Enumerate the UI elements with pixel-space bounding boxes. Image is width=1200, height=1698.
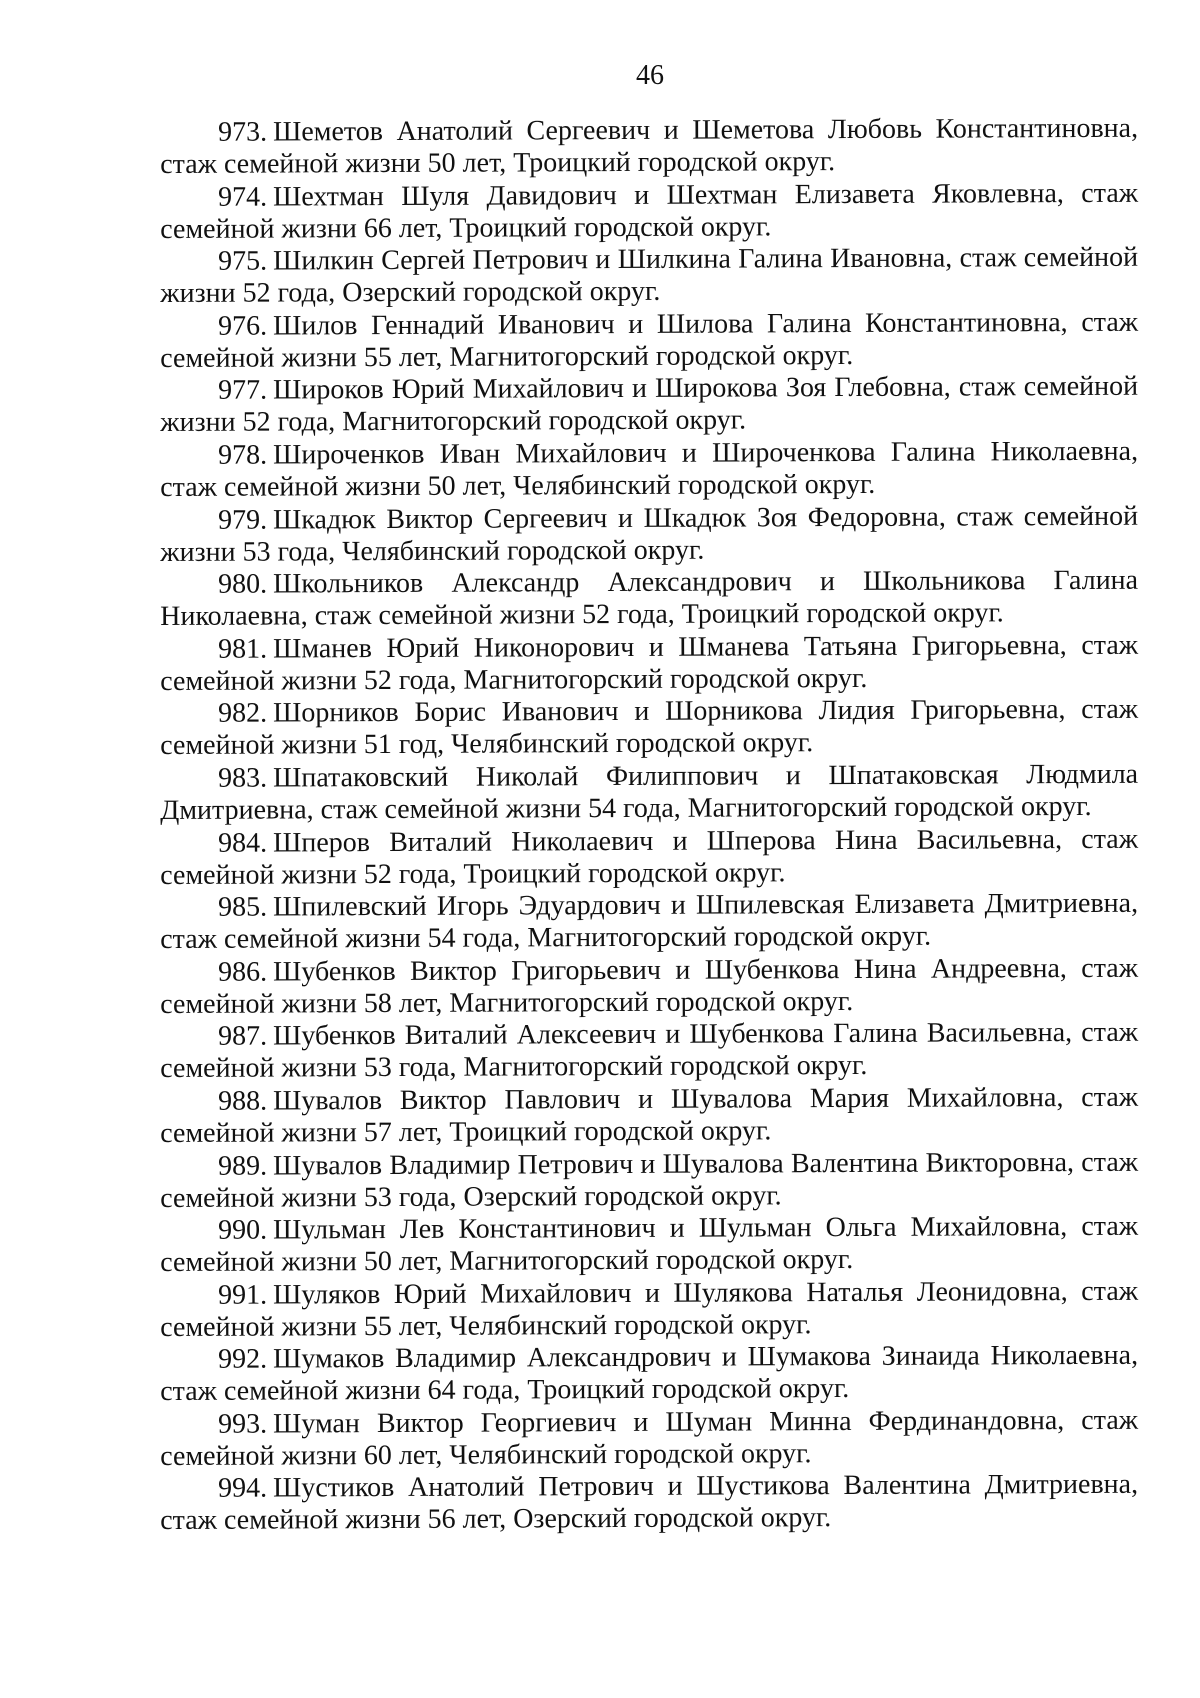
list-item: [160, 500, 1138, 569]
entry-number: 987.: [217, 1020, 268, 1053]
entry-number: 981.: [217, 633, 268, 665]
entry-number: 991.: [217, 1279, 268, 1311]
entry-text: Шульман Лев Константинович и Шульман Ольга Михайловна, стаж семейной жизни 50 лет, Магнитогорский городской округ.: [160, 1210, 1139, 1279]
list-item: [160, 565, 1138, 634]
entry-text: Шубенков Виталий Алексеевич и Шубенкова Галина Васильевна, стаж семейной жизни 53 года, Магнитогорский городской округ.: [160, 1017, 1139, 1085]
entry-text: Школьников Александр Александрович и Школьникова Галина Николаевна, стаж семейной жизни 52 года, Троицкий городской округ.: [160, 564, 1139, 633]
entry-number: 994.: [217, 1473, 268, 1505]
entry-number: 992.: [217, 1343, 268, 1376]
entry-text: Шперов Виталий Николаевич и Шперова Нина Васильевна, стаж семейной жизни 52 года, Троицкий городской округ.: [160, 823, 1139, 891]
entry-text: Шувалов Владимир Петрович и Шувалова Валентина Викторовна, стаж семейной жизни 53 года, Озерский городской округ.: [160, 1146, 1139, 1214]
entry-number: 993.: [217, 1408, 268, 1440]
list-item: [160, 177, 1138, 246]
entry-text: Шехтман Шуля Давидович и Шехтман Елизавета Яковлевна, стаж семейной жизни 66 лет, Троицкий городской округ.: [160, 177, 1139, 245]
entry-text: Шпилевский Игорь Эдуардович и Шпилевская Елизавета Дмитриевна, стаж семейной жизни 54 года, Магнитогорский городской округ.: [160, 887, 1139, 956]
list-item: [160, 436, 1138, 505]
entry-number: 973.: [217, 116, 268, 148]
entry-number: 985.: [217, 891, 268, 923]
entry-number: 984.: [217, 827, 268, 859]
entry-number: 990.: [217, 1214, 268, 1246]
entry-number: 988.: [217, 1085, 268, 1117]
entry-number: 989.: [217, 1150, 268, 1182]
entry-number: 979.: [217, 504, 268, 536]
entry-text: Широченков Иван Михайлович и Широченкова Галина Николаевна, стаж семейной жизни 50 лет, Челябинский городской округ.: [160, 435, 1139, 504]
list-item: [160, 1275, 1138, 1344]
entry-number: 980.: [217, 568, 268, 600]
list-item: [160, 1082, 1138, 1151]
entry-number: 976.: [217, 310, 268, 342]
list-item: [160, 1469, 1138, 1538]
entry-text: Шубенков Виктор Григорьевич и Шубенкова Нина Андреевна, стаж семейной жизни 58 лет, Магнитогорский городской округ.: [160, 952, 1139, 1021]
list-item: [160, 1340, 1138, 1409]
entry-text: Шкадюк Виктор Сергеевич и Шкадюк Зоя Федоровна, стаж семейной жизни 53 года, Челябинский городской округ.: [160, 500, 1139, 568]
list-item: [160, 1017, 1138, 1086]
entry-text: Шумаков Владимир Александрович и Шумакова Зинаида Николаевна, стаж семейной жизни 64 года, Троицкий городской округ.: [160, 1340, 1139, 1408]
entry-text: Шпатаковский Николай Филиппович и Шпатаковская Людмила Дмитриевна, стаж семейной жизни 54 года, Магнитогорский городской округ.: [160, 758, 1139, 827]
entry-number: 982.: [217, 697, 268, 730]
page-number: 46: [636, 60, 664, 91]
entry-text: Шувалов Виктор Павлович и Шувалова Мария Михайловна, стаж семейной жизни 57 лет, Троицкий городской округ.: [160, 1081, 1139, 1150]
entry-text: Шорников Борис Иванович и Шорникова Лидия Григорьевна, стаж семейной жизни 51 год, Челябинский городской округ.: [160, 694, 1139, 762]
list-item: [160, 242, 1138, 311]
entry-number: 975.: [217, 245, 268, 277]
entry-text: Шманев Юрий Никонорович и Шманева Татьяна Григорьевна, стаж семейной жизни 52 года, Магнитогорский городской округ.: [160, 629, 1139, 698]
list-item: [160, 371, 1138, 440]
entry-text: Шустиков Анатолий Петрович и Шустикова Валентина Дмитриевна, стаж семейной жизни 56 лет, Озерский городской округ.: [160, 1469, 1139, 1537]
entry-number: 978.: [217, 439, 268, 471]
entry-list: [160, 112, 1139, 1538]
list-item: [160, 694, 1138, 763]
entry-text: Широков Юрий Михайлович и Широкова Зоя Глебовна, стаж семейной жизни 52 года, Магнитогорский городской округ.: [160, 371, 1139, 439]
list-item: [160, 1146, 1138, 1215]
entry-text: Шуман Виктор Георгиевич и Шуман Минна Фердинандовна, стаж семейной жизни 60 лет, Челябинский городской округ.: [160, 1404, 1139, 1473]
list-item: [160, 629, 1138, 698]
entry-number: 977.: [217, 374, 268, 407]
entry-text: Шилов Геннадий Иванович и Шилова Галина Константиновна, стаж семейной жизни 55 лет, Магнитогорский городской округ.: [160, 306, 1139, 375]
list-item: [160, 113, 1138, 182]
list-item: [160, 1405, 1138, 1474]
list-item: [160, 1211, 1138, 1280]
list-item: [160, 759, 1138, 828]
entry-text: Шилкин Сергей Петрович и Шилкина Галина Ивановна, стаж семейной жизни 52 года, Озерский городской округ.: [160, 241, 1139, 310]
list-item: [160, 823, 1138, 892]
entry-number: 986.: [217, 956, 268, 988]
list-item: [160, 307, 1138, 376]
list-item: [160, 888, 1138, 957]
entry-text: Шеметов Анатолий Сергеевич и Шеметова Любовь Константиновна, стаж семейной жизни 50 лет, Троицкий городской округ.: [160, 112, 1139, 181]
entry-number: 983.: [217, 762, 268, 794]
entry-number: 974.: [217, 181, 268, 213]
entry-text: Шуляков Юрий Михайлович и Шулякова Наталья Леонидовна, стаж семейной жизни 55 лет, Челябинский городской округ.: [160, 1275, 1139, 1343]
list-item: [160, 952, 1138, 1021]
